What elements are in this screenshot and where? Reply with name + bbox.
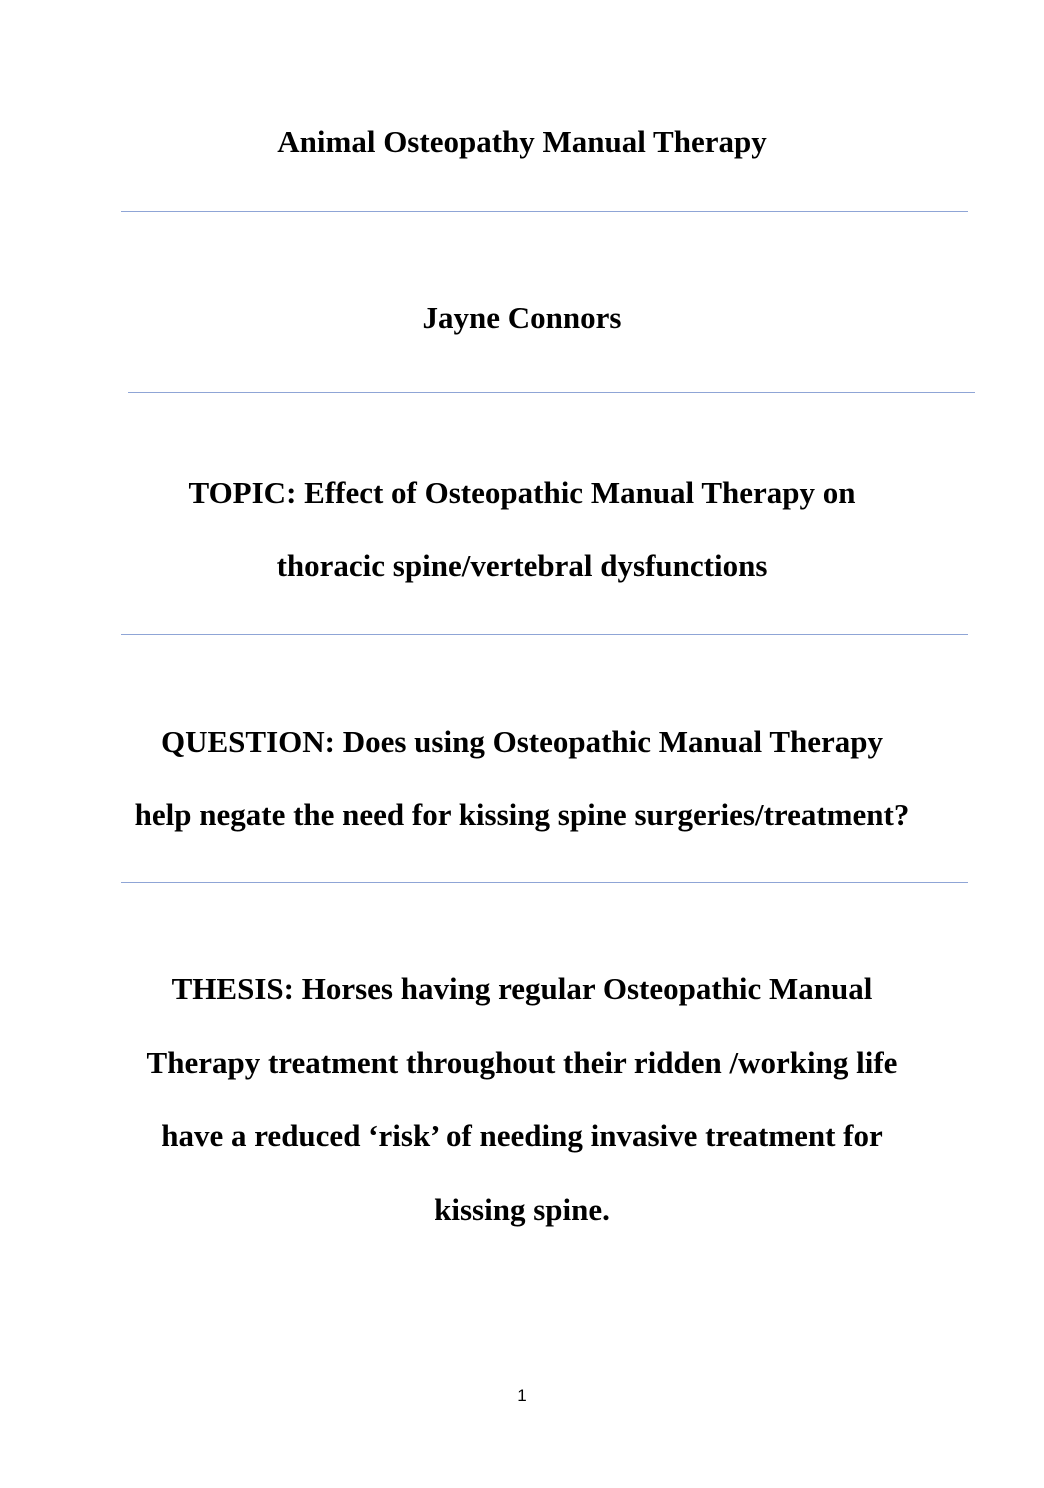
thesis-line-3: have a reduced ‘risk’ of needing invasive treatment for bbox=[161, 1118, 883, 1153]
thesis-line-4: kissing spine. bbox=[434, 1192, 610, 1227]
page-number: 1 bbox=[517, 1386, 527, 1405]
topic-line-2: thoracic spine/vertebral dysfunctions bbox=[276, 548, 768, 583]
question-line-2: help negate the need for kissing spine surgeries/treatment? bbox=[134, 797, 910, 832]
divider-rule bbox=[121, 211, 968, 212]
topic-line-1: TOPIC: Effect of Osteopathic Manual Therapy on bbox=[188, 475, 856, 510]
divider-rule bbox=[121, 634, 968, 635]
question-line-1: QUESTION: Does using Osteopathic Manual Therapy bbox=[160, 724, 883, 759]
thesis-line-2: Therapy treatment throughout their ridden /working life bbox=[146, 1045, 898, 1080]
divider-rule bbox=[128, 392, 975, 393]
document-title: Animal Osteopathy Manual Therapy bbox=[277, 124, 767, 159]
thesis-line-1: THESIS: Horses having regular Osteopathic Manual bbox=[171, 971, 873, 1006]
author-name: Jayne Connors bbox=[422, 300, 622, 335]
divider-rule bbox=[121, 882, 968, 883]
